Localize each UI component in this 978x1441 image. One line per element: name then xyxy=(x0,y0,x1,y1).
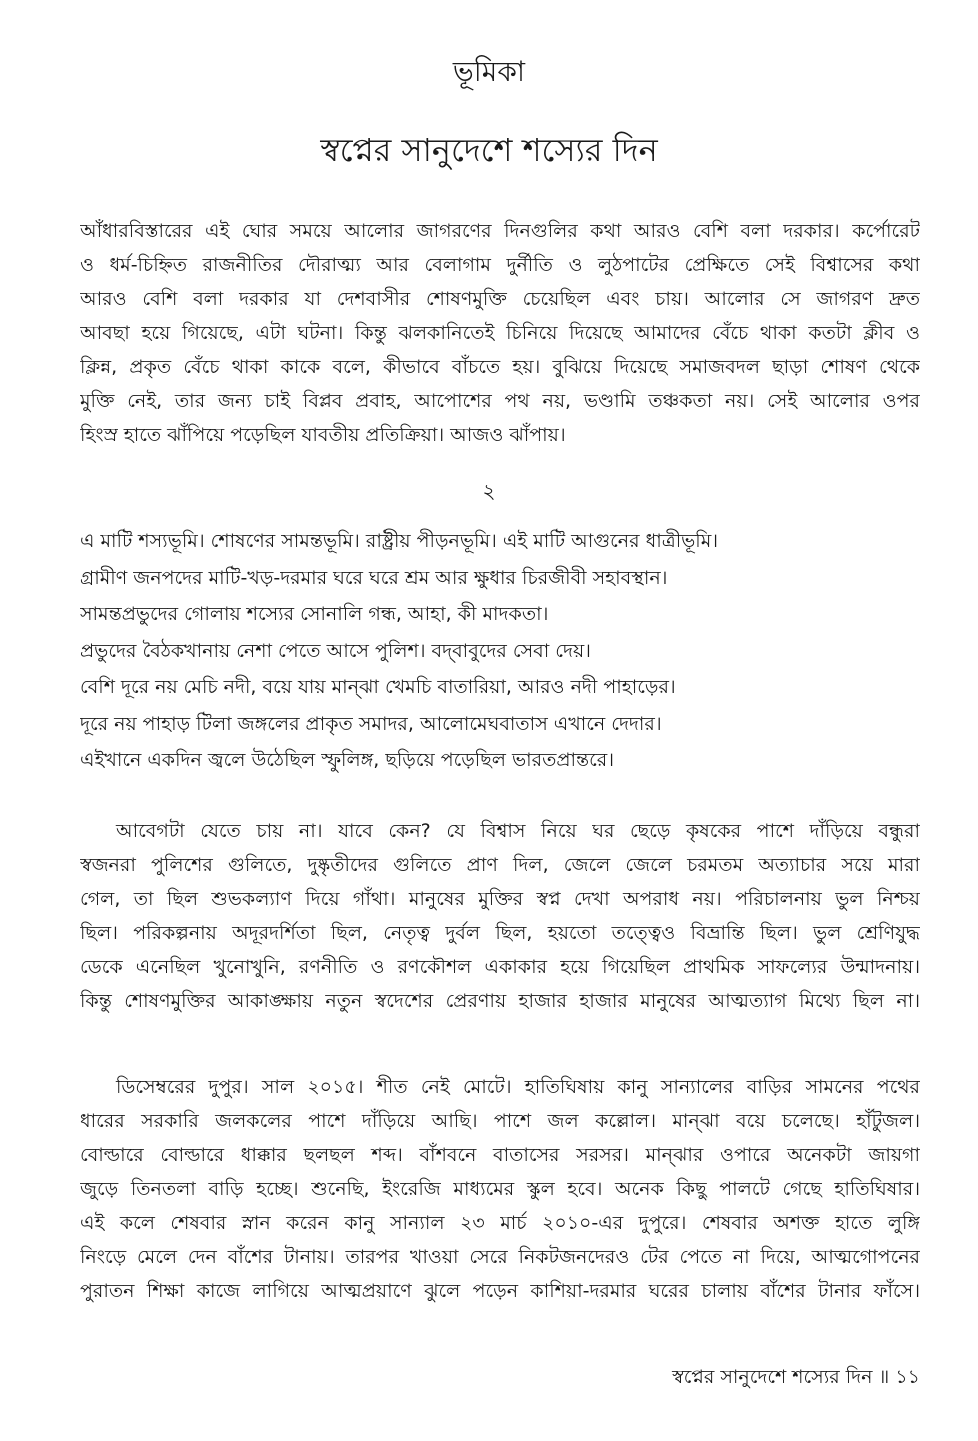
verse-line: গ্রামীণ জনপদের মাটি-খড়-দরমার ঘরে ঘরে শ্রম আর ক্ষুধার চিরজীবী সহাবস্থান। xyxy=(80,566,668,589)
text-line: আবেগটা যেতে চায় না। যাবে কেন? যে বিশ্বাস নিয়ে ঘর ছেড়ে কৃষকের পাশে দাঁড়িয়ে বন্ধুরা xyxy=(116,820,920,842)
text-line: স্বজনরা পুলিশের গুলিতে, দুষ্কৃতীদের গুলিতে প্রাণ দিল, জেলে জেলে চরমতম অত্যাচার সয়ে মারা xyxy=(80,854,920,876)
paragraph-2 xyxy=(80,814,920,1018)
text-line: মুক্তি নেই, তার জন্য চাই বিপ্লব প্রবাহ, আপোশের পথ নয়, ভণ্ডামি তঞ্চকতা নয়। সেই আলোর ওপর xyxy=(80,390,920,412)
text-line: আবছা হয়ে গিয়েছে, এটা ঘটনা। কিন্তু ঝলকানিতেই চিনিয়ে দিয়েছে আমাদের বেঁচে থাকা কতটা ক্লীব ও xyxy=(80,322,920,344)
section-kicker: ভূমিকা xyxy=(452,55,526,88)
footer-separator: ॥ xyxy=(878,1366,890,1388)
page-footer xyxy=(672,1362,920,1392)
text-line: এই কলে শেষবার স্নান করেন কানু সান্যাল ২৩ মার্চ ২০১০-এর দুপুরে। শেষবার অশক্ত হাতে লুঙ্গি xyxy=(80,1212,920,1234)
verse-line: এ মাটি শস্যভূমি। শোষণের সামন্তভূমি। রাষ্ট্রীয় পীড়নভূমি। এই মাটি আগুনের ধাত্রীভূমি। xyxy=(80,530,719,552)
section-number: ২ xyxy=(482,479,496,503)
text-line: নিংড়ে মেলে দেন বাঁশের টানায়। তারপর খাওয়া সেরে নিকটজনদেরও টের পেতে না দিয়ে, আত্মগোপনের xyxy=(80,1246,920,1268)
text-line: গেল, তা ছিল শুভকল্যাণ দিয়ে গাঁথা। মানুষের মুক্তির স্বপ্ন দেখা অপরাধ নয়। পরিচালনায় ভুল নিশ্চয় xyxy=(80,888,920,910)
text-line: ধারের সরকারি জলকলের পাশে দাঁড়িয়ে আছি। পাশে জল কল্লোল। মান্‌ঝা বয়ে চলেছে। হাঁটুজল। xyxy=(80,1110,920,1132)
page-number: ১১ xyxy=(895,1366,920,1388)
text-line: ছিল। পরিকল্পনায় অদূরদর্শিতা ছিল, নেতৃত্ব দুর্বল ছিল, হয়তো তত্ত্বেও বিভ্রান্তি ছিল। ভুল শ্রেণিযুদ্ধ xyxy=(80,922,920,944)
text-line: জুড়ে তিনতলা বাড়ি হচ্ছে। শুনেছি, ইংরেজি মাধ্যমের স্কুল হবে। অনেক কিছু পালটে গেছে হাতিঘিষার। xyxy=(80,1178,920,1200)
text-line: কিন্তু শোষণমুক্তির আকাঙ্ক্ষায় নতুন স্বদেশের প্রেরণায় হাজার হাজার মানুষের আত্মত্যাগ মিথ্যে ছিল না। xyxy=(80,990,920,1012)
text-line: ডিসেম্বরের দুপুর। সাল ২০১৫। শীত নেই মোটে। হাতিঘিষায় কানু সান্যালের বাড়ির সামনের পথের xyxy=(116,1076,920,1098)
text-line: ডেকে এনেছিল খুনোখুনি, রণনীতি ও রণকৌশল একাকার হয়ে গিয়েছিল প্রাথমিক সাফল্যের উন্মাদনায়। xyxy=(80,956,920,978)
text-line: বোল্ডারে বোল্ডারে ধাক্কার ছলছল শব্দ। বাঁশবনে বাতাসের সরসর। মান্‌ঝার ওপারে অনেকটা জায়গা xyxy=(80,1144,920,1166)
text-line: ও ধর্ম-চিহ্নিত রাজনীতির দৌরাত্ম্য আর বেলাগাম দুর্নীতি ও লুঠপাটের প্রেক্ষিতে সেই বিশ্বাসের কথা xyxy=(80,254,920,276)
paragraph-3 xyxy=(80,1070,920,1308)
verse-line: প্রভুদের বৈঠকখানায় নেশা পেতে আসে পুলিশ। বদ্‌বাবুদের সেবা দেয়। xyxy=(80,639,591,662)
text-line: আরও বেশি বলা দরকার যা দেশবাসীর শোষণমুক্তি চেয়েছিল এবং চায়। আলোর সে জাগরণ দ্রুত xyxy=(80,288,920,310)
verse-line: এইখানে একদিন জ্বলে উঠেছিল স্ফুলিঙ্গ, ছড়িয়ে পড়েছিল ভারতপ্রান্তরে। xyxy=(80,749,614,771)
verse-line: সামন্তপ্রভুদের গোলায় শস্যের সোনালি গন্ধ, আহা, কী মাদকতা। xyxy=(80,603,549,625)
verse-line: দূরে নয় পাহাড় টিলা জঙ্গলের প্রাকৃত সমাদর, আলোমেঘবাতাস এখানে দেদার। xyxy=(80,712,662,735)
text-line: ক্লিন্ন, প্রকৃত বেঁচে থাকা কাকে বলে, কীভাবে বাঁচতে হয়। বুঝিয়ে দিয়েছে সমাজবদল ছাড়া শোষণ থেকে xyxy=(80,356,920,378)
text-line: আঁধারবিস্তারের এই ঘোর সময়ে আলোর জাগরণের দিনগুলির কথা আরও বেশি বলা দরকার। কর্পোরেট xyxy=(80,220,920,242)
text-line: পুরাতন শিক্ষা কাজে লাগিয়ে আত্মপ্রয়াণে ঝুলে পড়েন কাশিয়া-দরমার ঘরের চালায় বাঁশের টানার ফাঁসে। xyxy=(80,1280,920,1302)
verse-block xyxy=(80,523,920,779)
verse-line: বেশি দূরে নয় মেচি নদী, বয়ে যায় মান্‌ঝা খেমচি বাতারিয়া, আরও নদী পাহাড়ের। xyxy=(80,676,676,698)
paragraph-1 xyxy=(80,214,920,452)
text-line: হিংস্র হাতে ঝাঁপিয়ে পড়েছিল যাবতীয় প্রতিক্রিয়া। আজও ঝাঁপায়। xyxy=(80,424,566,446)
page-title: স্বপ্নের সানুদেশে শস্যের দিন xyxy=(320,131,658,169)
running-title: স্বপ্নের সানুদেশে শস্যের দিন xyxy=(672,1366,873,1388)
